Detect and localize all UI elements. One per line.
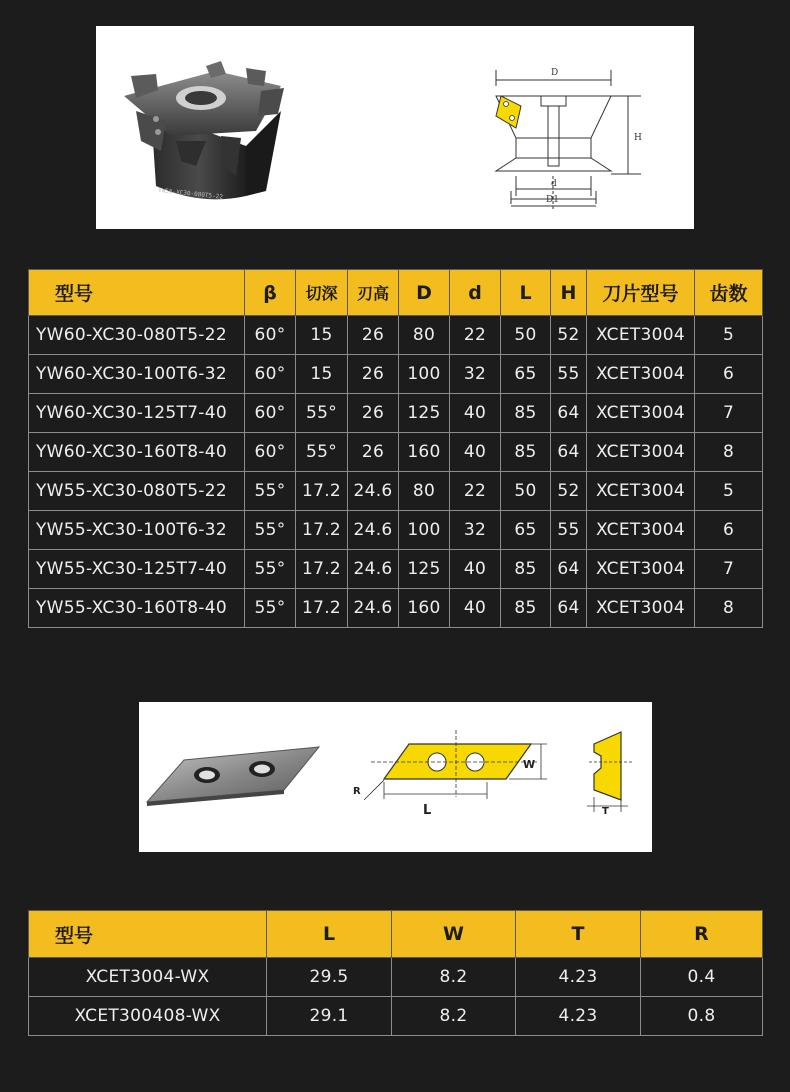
insert-side-view xyxy=(587,732,634,817)
header-insert-model: 刀片型号 xyxy=(587,270,695,316)
table-cell: 17.2 xyxy=(296,550,348,589)
table-cell: 15 xyxy=(296,355,348,394)
table-cell: 52 xyxy=(551,316,587,355)
table-cell: 22 xyxy=(450,472,501,511)
table-cell: 100 xyxy=(399,355,450,394)
cell-model: YW55-XC30-080T5-22 xyxy=(29,472,245,511)
table-row xyxy=(29,394,763,433)
header-model: 型号 xyxy=(29,270,245,316)
table-cell: 0.8 xyxy=(641,997,763,1036)
table-cell: 24.6 xyxy=(348,472,399,511)
header-teeth: 齿数 xyxy=(695,270,763,316)
table-cell: 55° xyxy=(296,433,348,472)
cutter-illustration xyxy=(96,26,694,229)
table-cell: 17.2 xyxy=(296,472,348,511)
table-cell: 8.2 xyxy=(392,997,516,1036)
cutter-schematic xyxy=(496,70,641,211)
table-cell: 160 xyxy=(399,589,450,628)
table-cell: 24.6 xyxy=(348,511,399,550)
table-cell: 24.6 xyxy=(348,589,399,628)
table-cell: 40 xyxy=(450,433,501,472)
table-cell: 8.2 xyxy=(392,958,516,997)
header-R: R xyxy=(641,911,763,958)
table-cell: 29.1 xyxy=(267,997,392,1036)
table-cell: 65 xyxy=(501,355,551,394)
table-cell: 50 xyxy=(501,472,551,511)
table-cell: 40 xyxy=(450,589,501,628)
table-cell: 32 xyxy=(450,355,501,394)
table-cell: 32 xyxy=(450,511,501,550)
table-cell: 55° xyxy=(245,472,296,511)
table-cell: 50 xyxy=(501,316,551,355)
header-T: T xyxy=(516,911,641,958)
table-cell: 40 xyxy=(450,550,501,589)
table-cell: XCET3004 xyxy=(587,394,695,433)
table-cell: 55 xyxy=(551,511,587,550)
header-beta: β xyxy=(245,270,296,316)
table-cell: 64 xyxy=(551,550,587,589)
table-cell: 85 xyxy=(501,589,551,628)
table-cell: 8 xyxy=(695,589,763,628)
table-cell: 55 xyxy=(551,355,587,394)
table-row xyxy=(29,472,763,511)
header-model: 型号 xyxy=(29,911,267,958)
table-cell: 85 xyxy=(501,394,551,433)
table-cell: 60° xyxy=(245,316,296,355)
cutter-engraving: YW55-XC30-080T5-22 xyxy=(157,187,224,201)
dim-D-label: D xyxy=(551,68,559,78)
header-cut-depth: 切深 xyxy=(296,270,348,316)
table-cell: 55° xyxy=(245,589,296,628)
table-row xyxy=(29,958,763,997)
table-cell: 17.2 xyxy=(296,589,348,628)
table-cell: 80 xyxy=(399,316,450,355)
table-cell: 26 xyxy=(348,316,399,355)
header-H: H xyxy=(551,270,587,316)
table-cell: XCET3004 xyxy=(587,433,695,472)
table-cell: 125 xyxy=(399,550,450,589)
table-cell: 60° xyxy=(245,433,296,472)
table-cell: XCET3004 xyxy=(587,511,695,550)
cutter-image-panel xyxy=(96,26,694,229)
table-cell: 26 xyxy=(348,355,399,394)
header-L: L xyxy=(501,270,551,316)
table-cell: XCET3004 xyxy=(587,550,695,589)
table-cell: 7 xyxy=(695,394,763,433)
table-cell: 7 xyxy=(695,550,763,589)
table-row xyxy=(29,433,763,472)
table-cell: 85 xyxy=(501,550,551,589)
table-row xyxy=(29,511,763,550)
table-cell: 85 xyxy=(501,433,551,472)
table-header-row xyxy=(29,270,763,316)
table-row xyxy=(29,316,763,355)
table-header-row xyxy=(29,911,763,958)
dim-d-label: d xyxy=(551,179,557,189)
table-cell: 60° xyxy=(245,394,296,433)
cell-model: XCET3004-WX xyxy=(29,958,267,997)
table-cell: 40 xyxy=(450,394,501,433)
insert-image-panel xyxy=(139,702,652,852)
cell-model: YW55-XC30-160T8-40 xyxy=(29,589,245,628)
insert-dim-R: R xyxy=(353,786,361,797)
table-cell: 8 xyxy=(695,433,763,472)
table-row xyxy=(29,355,763,394)
table-cell: 0.4 xyxy=(641,958,763,997)
table-row xyxy=(29,997,763,1036)
header-blade-height: 刃高 xyxy=(348,270,399,316)
table-cell: 64 xyxy=(551,589,587,628)
cutter-photo xyxy=(124,61,284,201)
table-cell: 52 xyxy=(551,472,587,511)
table-cell: 55° xyxy=(245,550,296,589)
insert-dim-T: T xyxy=(602,806,609,817)
table-cell: 125 xyxy=(399,394,450,433)
cell-model: YW60-XC30-125T7-40 xyxy=(29,394,245,433)
table-cell: 100 xyxy=(399,511,450,550)
dim-D1-label: D1 xyxy=(546,195,559,205)
insert-photo xyxy=(147,747,319,806)
table-cell: XCET3004 xyxy=(587,355,695,394)
table-cell: 80 xyxy=(399,472,450,511)
cell-model: YW60-XC30-160T8-40 xyxy=(29,433,245,472)
table-cell: 5 xyxy=(695,472,763,511)
table-cell: 64 xyxy=(551,394,587,433)
table-cell: 65 xyxy=(501,511,551,550)
cell-model: YW60-XC30-100T6-32 xyxy=(29,355,245,394)
insert-dim-L: L xyxy=(423,803,432,818)
cutter-spec-body xyxy=(29,316,763,628)
table-cell: XCET3004 xyxy=(587,472,695,511)
table-cell: 22 xyxy=(450,316,501,355)
table-cell: 60° xyxy=(245,355,296,394)
header-L: L xyxy=(267,911,392,958)
dim-H-label: H xyxy=(634,133,642,143)
insert-top-view xyxy=(353,730,547,818)
table-cell: 24.6 xyxy=(348,550,399,589)
table-cell: 160 xyxy=(399,433,450,472)
table-cell: 64 xyxy=(551,433,587,472)
cell-model: XCET300408-WX xyxy=(29,997,267,1036)
table-cell: 4.23 xyxy=(516,958,641,997)
table-cell: 29.5 xyxy=(267,958,392,997)
table-cell: 17.2 xyxy=(296,511,348,550)
header-D: D xyxy=(399,270,450,316)
table-cell: 6 xyxy=(695,355,763,394)
header-W: W xyxy=(392,911,516,958)
table-row xyxy=(29,550,763,589)
cell-model: YW60-XC30-080T5-22 xyxy=(29,316,245,355)
insert-spec-body xyxy=(29,958,763,1036)
insert-illustration xyxy=(139,702,652,852)
cell-model: YW55-XC30-100T6-32 xyxy=(29,511,245,550)
table-cell: 6 xyxy=(695,511,763,550)
table-cell: 15 xyxy=(296,316,348,355)
table-cell: 26 xyxy=(348,433,399,472)
table-cell: 55° xyxy=(245,511,296,550)
table-cell: XCET3004 xyxy=(587,316,695,355)
header-d: d xyxy=(450,270,501,316)
table-row xyxy=(29,589,763,628)
table-cell: 4.23 xyxy=(516,997,641,1036)
cell-model: YW55-XC30-125T7-40 xyxy=(29,550,245,589)
insert-spec-table xyxy=(28,910,763,1036)
insert-dim-W: W xyxy=(523,758,536,771)
table-cell: 5 xyxy=(695,316,763,355)
table-cell: 55° xyxy=(296,394,348,433)
cutter-spec-table xyxy=(28,269,763,628)
table-cell: XCET3004 xyxy=(587,589,695,628)
table-cell: 26 xyxy=(348,394,399,433)
